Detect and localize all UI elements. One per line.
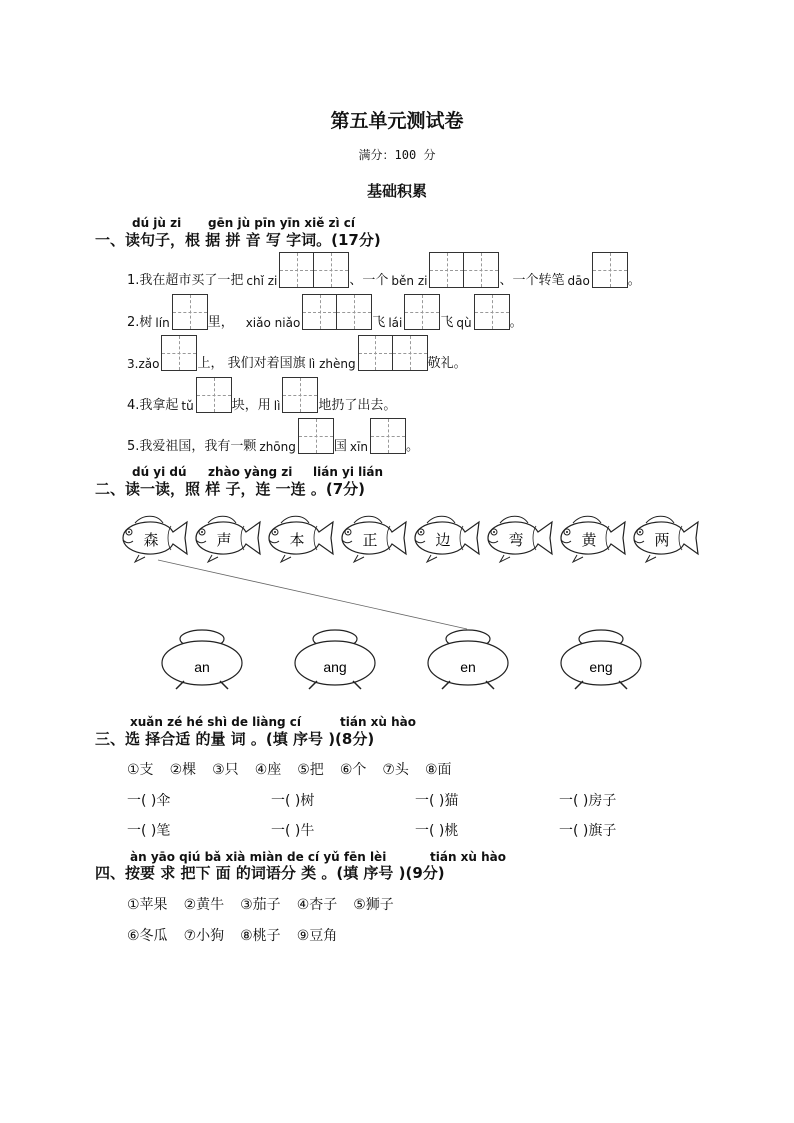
text: 敬礼。 (427, 356, 467, 371)
fish-character: 本 (289, 531, 305, 549)
pinyin: chǐ zi (246, 274, 278, 288)
pot-card[interactable] (428, 630, 508, 689)
fish-card[interactable] (415, 516, 479, 562)
q1-sentence-1 (127, 252, 641, 288)
answer-grid[interactable] (302, 294, 372, 330)
text: 地扔了出去。 (318, 398, 397, 413)
answer-grid[interactable] (282, 377, 318, 413)
answer-grid[interactable] (370, 418, 406, 454)
measure-word-option: ④座 (254, 762, 282, 778)
pinyin: xīn (349, 440, 368, 454)
pinyin: zhōng (259, 440, 296, 454)
measure-word-blank: 一( )桃 (415, 823, 459, 839)
fish-character: 正 (362, 531, 378, 549)
text: 4.我拿起 (127, 398, 179, 413)
pinyin: 3.zǎo (127, 357, 160, 371)
text: 里， (207, 315, 234, 330)
q3-pinyin-2: tián xù hào (340, 715, 417, 729)
pot-syllable: an (194, 659, 210, 675)
measure-word-blank: 一( )牛 (271, 823, 315, 839)
example-connection-line (158, 560, 467, 629)
measure-word-blank: 一( )树 (271, 793, 315, 809)
q1-pinyin (0, 216, 794, 230)
measure-word-option: ③只 (212, 762, 239, 778)
fish-card[interactable] (488, 516, 552, 562)
measure-word-option: ②棵 (169, 762, 197, 778)
text: 。 (405, 439, 419, 454)
page-title: 第五单元测试卷 (330, 110, 464, 132)
classify-word: ⑤狮子 (353, 897, 394, 913)
text: 、一个 (349, 273, 389, 288)
pinyin: běn zi (391, 274, 428, 288)
full-score: 满分：100 分 (358, 148, 436, 162)
fish-card[interactable] (342, 516, 406, 562)
text: 。 (509, 315, 523, 330)
answer-grid[interactable] (279, 252, 349, 288)
answer-grid[interactable] (298, 418, 334, 454)
pot-card[interactable] (561, 630, 641, 689)
q3-options (127, 759, 468, 779)
pot-syllable: ang (323, 659, 347, 675)
text: 5.我爱祖国，我有一颗 (127, 439, 257, 454)
measure-word-blank: 一( )笔 (127, 823, 171, 839)
q4-row-1 (127, 894, 410, 914)
text: 上， 我们对着国旗 (197, 356, 306, 371)
text: 、一个转笔 (499, 273, 565, 288)
pot-syllable: en (460, 659, 476, 675)
classify-word: ⑧桃子 (240, 928, 281, 944)
classify-word: ⑥冬瓜 (127, 928, 168, 944)
pinyin: lín (155, 316, 170, 330)
answer-grid[interactable] (592, 252, 628, 288)
classify-word: ③茄子 (240, 897, 281, 913)
text: 飞 (372, 315, 386, 330)
pinyin: lái (388, 316, 403, 330)
fish-card[interactable] (634, 516, 698, 562)
pot-card[interactable] (162, 630, 242, 689)
q1-sentence-5 (127, 418, 419, 454)
answer-grid[interactable] (196, 377, 232, 413)
text: 块，用 (231, 398, 271, 413)
measure-word-option: ⑥个 (339, 762, 367, 778)
q1-sentence-4 (127, 377, 396, 413)
pinyin: tǔ (181, 399, 194, 413)
answer-grid[interactable] (172, 294, 208, 330)
pinyin: qù (456, 316, 472, 330)
text: 国 (333, 439, 347, 454)
fish-character: 森 (143, 531, 159, 549)
measure-word-blank: 一( )伞 (127, 793, 171, 809)
q3-pinyin (0, 715, 794, 729)
answer-grid[interactable] (474, 294, 510, 330)
fish-character: 两 (654, 531, 670, 549)
measure-word-blank: 一( )猫 (415, 793, 459, 809)
measure-word-blank: 一( )旗子 (559, 823, 617, 839)
pot-syllable: eng (589, 659, 613, 675)
fish-card[interactable] (269, 516, 333, 562)
fish-character: 边 (435, 531, 451, 549)
measure-word-option: ⑦头 (382, 762, 409, 778)
measure-word-option: ⑤把 (297, 762, 324, 778)
measure-word-option: ⑧面 (424, 762, 452, 778)
q3-row-1 (127, 790, 703, 810)
text: 飞 (440, 315, 454, 330)
pinyin: lì zhèng (308, 357, 356, 371)
q1-heading: 一、读句子，根 据 拼 音 写 字词。(17分) (95, 231, 381, 249)
q2-pinyin-1: dú yi dú (132, 465, 187, 479)
text: 。 (627, 273, 641, 288)
answer-grid[interactable] (358, 335, 428, 371)
q4-row-2 (127, 925, 353, 945)
answer-grid[interactable] (161, 335, 197, 371)
measure-word-blank: 一( )房子 (559, 793, 617, 809)
q2-pinyin (0, 465, 794, 479)
q3-row-2 (127, 820, 703, 840)
fish-card[interactable] (196, 516, 260, 562)
fish-character: 黄 (581, 531, 597, 549)
q4-pinyin-2: tián xù hào (430, 850, 507, 864)
q4-heading: 四、按要 求 把下 面 的词语分 类 。(填 序号 )(9分) (95, 864, 445, 882)
q2-heading: 二、读一读，照 样 子，连 一连 。(7分) (95, 480, 366, 498)
pinyin: xiǎo niǎo (245, 316, 301, 330)
answer-grid[interactable] (429, 252, 499, 288)
q2-matching-area (0, 505, 794, 705)
fish-card[interactable] (561, 516, 625, 562)
classify-word: ①苹果 (127, 897, 168, 913)
classify-word: ④杏子 (296, 897, 338, 913)
classify-word: ②黄牛 (183, 897, 225, 913)
fish-card[interactable] (123, 516, 187, 562)
q1-pinyin-2: gēn jù pīn yīn xiě zì cí (208, 216, 356, 230)
q1-sentence-3 (127, 335, 467, 371)
fish-character: 弯 (508, 531, 524, 549)
fish-character: 声 (216, 531, 232, 549)
pinyin: dāo (567, 274, 590, 288)
classify-word: ⑦小狗 (183, 928, 225, 944)
answer-grid[interactable] (404, 294, 440, 330)
pinyin: lì (273, 399, 281, 413)
text: 1.我在超市买了一把 (127, 273, 244, 288)
measure-word-option: ①支 (127, 762, 154, 778)
classify-word: ⑨豆角 (296, 928, 338, 944)
q3-pinyin-1: xuǎn zé hé shì de liàng cí (130, 715, 302, 729)
text: 2.树 (127, 315, 153, 330)
pot-card[interactable] (295, 630, 375, 689)
q1-sentence-2 (127, 294, 523, 330)
q2-pinyin-3: lián yi lián (313, 465, 384, 479)
q3-heading: 三、选 择合适 的量 词 。(填 序号 )(8分) (95, 730, 375, 748)
q4-pinyin-1: àn yāo qiú bǎ xià miàn de cí yǔ fēn lèi (130, 850, 387, 864)
q2-pinyin-2: zhào yàng zi (208, 465, 293, 479)
q1-pinyin-1: dú jù zi (132, 216, 182, 230)
section-title: 基础积累 (366, 182, 427, 200)
